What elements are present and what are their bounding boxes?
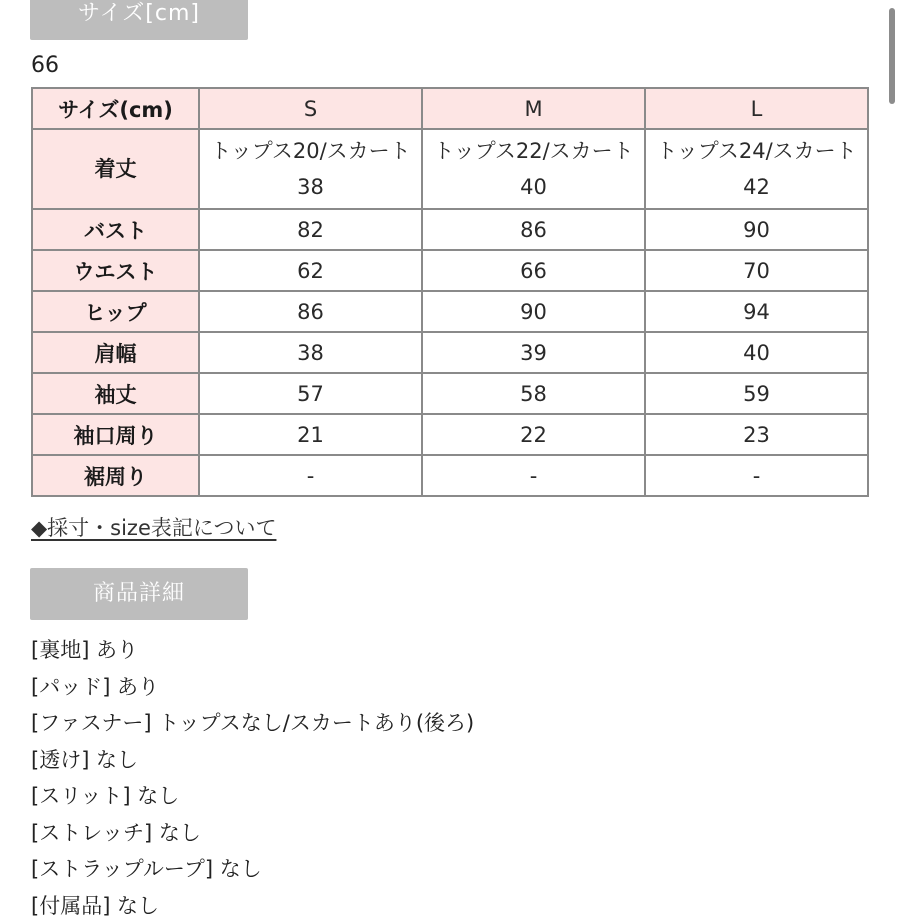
list-item: [透け] なし (31, 742, 474, 779)
row-label: 袖口周り (32, 414, 199, 455)
table-cell-text: トップス20/スカート38 (205, 133, 417, 205)
table-header-row (32, 88, 868, 129)
table-cell: 86 (199, 291, 422, 332)
size-section-header: サイズ[cm] (30, 0, 248, 40)
table-row (32, 129, 868, 209)
row-label: 袖丈 (32, 373, 199, 414)
table-cell (422, 129, 645, 209)
table-row (32, 209, 868, 250)
table-cell: 59 (645, 373, 868, 414)
list-item: [ファスナー] トップスなし/スカートあり(後ろ) (31, 705, 474, 742)
table-row (32, 414, 868, 455)
column-header-l: L (645, 88, 868, 129)
list-item: [パッド] あり (31, 669, 474, 706)
table-cell: - (199, 455, 422, 496)
table-row (32, 373, 868, 414)
table-cell: 23 (645, 414, 868, 455)
table-cell: 57 (199, 373, 422, 414)
table-cell: 90 (422, 291, 645, 332)
table-cell-text: トップス22/スカート40 (428, 133, 640, 205)
list-item: [ストラップループ] なし (31, 851, 474, 888)
product-details-list (31, 632, 474, 924)
table-cell (645, 129, 868, 209)
table-cell: 22 (422, 414, 645, 455)
column-header-m: M (422, 88, 645, 129)
table-cell: 94 (645, 291, 868, 332)
table-cell: 39 (422, 332, 645, 373)
row-label: 着丈 (32, 129, 199, 209)
row-label: 肩幅 (32, 332, 199, 373)
table-cell: 66 (422, 250, 645, 291)
column-header-s: S (199, 88, 422, 129)
list-item: [裏地] あり (31, 632, 474, 669)
table-row (32, 291, 868, 332)
scrollbar-thumb[interactable] (889, 8, 895, 104)
table-row (32, 332, 868, 373)
table-cell: - (645, 455, 868, 496)
size-table (31, 87, 869, 497)
row-label: ウエスト (32, 250, 199, 291)
size-code: 66 (31, 53, 59, 78)
table-row (32, 455, 868, 496)
list-item: [ストレッチ] なし (31, 815, 474, 852)
table-cell (199, 129, 422, 209)
row-label: バスト (32, 209, 199, 250)
table-cell-text: トップス24/スカート42 (651, 133, 863, 205)
table-header-label: サイズ(cm) (32, 88, 199, 129)
row-label: 裾周り (32, 455, 199, 496)
table-cell: 90 (645, 209, 868, 250)
table-row (32, 250, 868, 291)
table-cell: 86 (422, 209, 645, 250)
product-details-header: 商品詳細 (30, 568, 248, 620)
row-label: ヒップ (32, 291, 199, 332)
measurement-info-link[interactable]: ◆採寸・size表記について (31, 512, 276, 542)
table-cell: 58 (422, 373, 645, 414)
table-cell: 70 (645, 250, 868, 291)
table-cell: 62 (199, 250, 422, 291)
table-cell: 38 (199, 332, 422, 373)
table-cell: 40 (645, 332, 868, 373)
table-cell: 82 (199, 209, 422, 250)
list-item: [スリット] なし (31, 778, 474, 815)
list-item: [付属品] なし (31, 888, 474, 924)
table-cell: - (422, 455, 645, 496)
table-cell: 21 (199, 414, 422, 455)
